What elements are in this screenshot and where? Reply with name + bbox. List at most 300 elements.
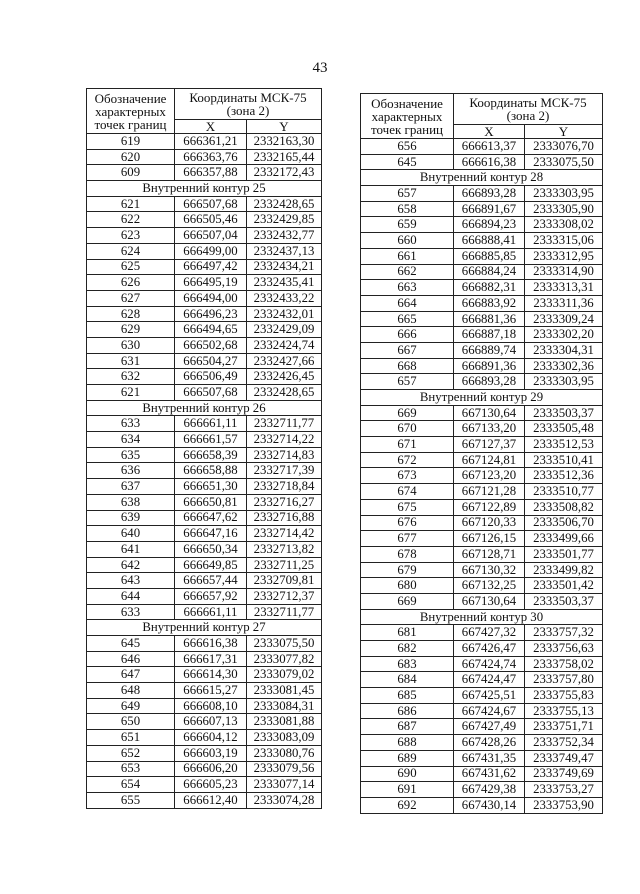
point-cell: 651 [87,730,175,746]
table-row [361,688,603,704]
point-cell: 654 [87,777,175,793]
x-cell: 666893,28 [454,186,525,202]
x-cell: 666649,85 [175,557,247,573]
y-cell: 2332428,65 [247,196,322,212]
y-cell: 2333077,14 [247,777,322,793]
y-cell: 2332714,83 [247,447,322,463]
x-cell: 667430,14 [454,797,525,813]
point-cell: 645 [87,636,175,652]
x-cell: 666608,10 [175,698,247,714]
x-cell: 666891,67 [454,201,525,217]
y-cell: 2333501,42 [525,578,603,594]
table-row [361,484,603,500]
point-cell: 619 [87,134,175,150]
y-cell: 2333749,47 [525,750,603,766]
x-cell: 666504,27 [175,353,247,369]
y-cell: 2333505,48 [525,421,603,437]
point-cell: 643 [87,573,175,589]
y-cell: 2333506,70 [525,515,603,531]
point-cell: 673 [361,468,454,484]
y-cell: 2332713,82 [247,541,322,557]
x-cell: 666613,37 [454,139,525,155]
y-cell: 2333757,80 [525,672,603,688]
x-cell: 666657,44 [175,573,247,589]
y-cell: 2332711,77 [247,604,322,620]
y-cell: 2332172,43 [247,165,322,181]
table-row [361,625,603,641]
table-row [361,531,603,547]
point-cell: 682 [361,641,454,657]
point-cell: 665 [361,311,454,327]
x-cell: 666496,23 [175,306,247,322]
table-row [87,479,322,495]
point-cell: 680 [361,578,454,594]
y-cell: 2332714,42 [247,526,322,542]
point-cell: 666 [361,327,454,343]
table-row [87,447,322,463]
table-row [87,510,322,526]
y-cell: 2333309,24 [525,311,603,327]
point-cell: 625 [87,259,175,275]
y-cell: 2332424,74 [247,337,322,353]
point-cell: 634 [87,432,175,448]
point-cell: 648 [87,683,175,699]
y-cell: 2333512,53 [525,437,603,453]
point-cell: 621 [87,385,175,401]
y-cell: 2333755,13 [525,703,603,719]
table-row [361,703,603,719]
table-row [87,698,322,714]
y-cell: 2333510,41 [525,452,603,468]
x-cell: 666499,00 [175,243,247,259]
point-cell: 622 [87,212,175,228]
point-cell: 637 [87,479,175,495]
x-cell: 666502,68 [175,337,247,353]
table-row [87,792,322,808]
y-cell: 2332428,65 [247,385,322,401]
y-cell: 2333499,66 [525,531,603,547]
x-cell: 666507,68 [175,196,247,212]
y-cell: 2333308,02 [525,217,603,233]
table-row [361,421,603,437]
point-cell: 669 [361,405,454,421]
x-column-header: X [454,125,525,139]
x-cell: 666657,92 [175,588,247,604]
x-cell: 667130,64 [454,405,525,421]
table-row [361,766,603,782]
table-row [361,656,603,672]
y-cell: 2333503,37 [525,405,603,421]
x-cell: 666887,18 [454,327,525,343]
table-row [87,761,322,777]
table-row [87,353,322,369]
table-row [361,327,603,343]
section-row [361,390,603,406]
point-cell: 675 [361,499,454,515]
table-row [361,311,603,327]
y-cell: 2333508,82 [525,499,603,515]
x-cell: 666363,76 [175,149,247,165]
page-number: 43 [312,60,328,76]
table-row [87,306,322,322]
point-cell: 671 [361,437,454,453]
x-cell: 666882,31 [454,280,525,296]
section-title: Внутренний контур 30 [361,609,603,625]
y-cell: 2332427,66 [247,353,322,369]
point-cell: 657 [361,186,454,202]
table-row [87,636,322,652]
y-cell: 2333084,31 [247,698,322,714]
section-row [361,609,603,625]
section-title: Внутренний контур 27 [87,620,322,636]
x-cell: 666883,92 [454,295,525,311]
table-row [361,374,603,390]
y-cell: 2333756,63 [525,641,603,657]
point-cell: 635 [87,447,175,463]
y-cell: 2333311,36 [525,295,603,311]
x-cell: 667425,51 [454,688,525,704]
point-cell: 626 [87,275,175,291]
point-cell: 630 [87,337,175,353]
table-row [361,735,603,751]
section-row [87,181,322,197]
table-row [361,797,603,813]
coordinates-header: Координаты МСК-75 (зона 2) [175,89,322,120]
x-cell: 667122,89 [454,499,525,515]
x-cell: 667427,49 [454,719,525,735]
table-row [87,432,322,448]
x-cell: 666614,30 [175,667,247,683]
point-cell: 652 [87,745,175,761]
y-cell: 2333302,36 [525,358,603,374]
point-cell: 647 [87,667,175,683]
y-cell: 2332426,45 [247,369,322,385]
point-cell: 640 [87,526,175,542]
section-row [87,400,322,416]
y-cell: 2333080,76 [247,745,322,761]
table-row [361,672,603,688]
table-row [361,358,603,374]
x-cell: 666888,41 [454,233,525,249]
x-cell: 667128,71 [454,546,525,562]
y-cell: 2333758,02 [525,656,603,672]
point-cell: 609 [87,165,175,181]
table-body-left [87,134,322,809]
y-cell: 2332716,88 [247,510,322,526]
x-cell: 667130,32 [454,562,525,578]
y-cell: 2332717,39 [247,463,322,479]
section-title: Внутренний контур 25 [87,181,322,197]
point-cell: 644 [87,588,175,604]
point-cell: 636 [87,463,175,479]
table-row [361,201,603,217]
point-cell: 663 [361,280,454,296]
point-cell: 690 [361,766,454,782]
x-cell: 667127,37 [454,437,525,453]
y-cell: 2332437,13 [247,243,322,259]
x-cell: 667121,28 [454,484,525,500]
point-cell: 658 [361,201,454,217]
x-cell: 667431,62 [454,766,525,782]
coordinates-header: Координаты МСК-75 (зона 2) [454,94,603,125]
point-cell: 684 [361,672,454,688]
table-body-right [361,139,603,814]
x-cell: 666661,57 [175,432,247,448]
x-cell: 667133,20 [454,421,525,437]
point-cell: 645 [361,154,454,170]
table-row [87,259,322,275]
y-cell: 2333079,56 [247,761,322,777]
x-cell: 666661,11 [175,416,247,432]
y-cell: 2332165,44 [247,149,322,165]
y-cell: 2332716,27 [247,494,322,510]
point-cell: 685 [361,688,454,704]
table-row [87,196,322,212]
table-row [87,134,322,150]
x-cell: 666884,24 [454,264,525,280]
point-cell: 631 [87,353,175,369]
x-cell: 667427,32 [454,625,525,641]
point-cell: 660 [361,233,454,249]
table-row [361,437,603,453]
y-cell: 2332711,77 [247,416,322,432]
y-cell: 2332429,85 [247,212,322,228]
point-cell: 624 [87,243,175,259]
y-cell: 2333503,37 [525,593,603,609]
y-cell: 2332432,01 [247,306,322,322]
x-cell: 666647,62 [175,510,247,526]
table-row [361,186,603,202]
table-row [87,541,322,557]
table-row [87,275,322,291]
table-row [87,494,322,510]
x-cell: 667431,35 [454,750,525,766]
y-cell: 2332718,84 [247,479,322,495]
point-cell: 656 [361,139,454,155]
x-cell: 667428,26 [454,735,525,751]
x-cell: 667424,67 [454,703,525,719]
table-row [87,651,322,667]
point-cell: 669 [361,593,454,609]
table-row [361,217,603,233]
point-cell: 638 [87,494,175,510]
y-cell: 2333755,83 [525,688,603,704]
y-cell: 2333499,82 [525,562,603,578]
x-cell: 666507,04 [175,228,247,244]
table-row [87,714,322,730]
point-cell: 667 [361,342,454,358]
x-cell: 666650,81 [175,494,247,510]
y-cell: 2333303,95 [525,186,603,202]
point-cell: 688 [361,735,454,751]
point-cell: 639 [87,510,175,526]
point-cell: 620 [87,149,175,165]
table-row [361,562,603,578]
point-cell: 664 [361,295,454,311]
x-cell: 666603,19 [175,745,247,761]
point-cell: 627 [87,290,175,306]
point-cell: 677 [361,531,454,547]
x-cell: 666494,00 [175,290,247,306]
x-cell: 666612,40 [175,792,247,808]
coordinates-table-right [360,93,603,814]
y-column-header: Y [525,125,603,139]
x-cell: 666605,23 [175,777,247,793]
section-row [361,170,603,186]
table-row [87,730,322,746]
x-cell: 666494,65 [175,322,247,338]
section-title: Внутренний контур 29 [361,390,603,406]
point-cell: 681 [361,625,454,641]
x-cell: 667132,25 [454,578,525,594]
x-cell: 666658,88 [175,463,247,479]
table-row [87,149,322,165]
y-cell: 2333081,45 [247,683,322,699]
table-row [361,280,603,296]
table-row [361,405,603,421]
table-row [361,154,603,170]
section-row [87,620,322,636]
point-cell: 623 [87,228,175,244]
point-cell: 642 [87,557,175,573]
y-cell: 2333512,36 [525,468,603,484]
point-cell: 633 [87,416,175,432]
point-cell: 646 [87,651,175,667]
y-cell: 2332714,22 [247,432,322,448]
y-cell: 2332429,09 [247,322,322,338]
x-cell: 666615,27 [175,683,247,699]
table-row [87,228,322,244]
table-row [87,212,322,228]
table-row [87,385,322,401]
point-cell: 649 [87,698,175,714]
x-cell: 666894,23 [454,217,525,233]
y-cell: 2333312,95 [525,248,603,264]
designation-header: Обозначение характерных точек границ [87,89,175,134]
table-row [87,777,322,793]
y-cell: 2332163,30 [247,134,322,150]
point-cell: 674 [361,484,454,500]
y-cell: 2333079,02 [247,667,322,683]
table-row [361,452,603,468]
table-row [361,499,603,515]
table-row [87,463,322,479]
x-cell: 666604,12 [175,730,247,746]
point-cell: 650 [87,714,175,730]
x-cell: 666497,42 [175,259,247,275]
point-cell: 628 [87,306,175,322]
table-row [87,526,322,542]
table-row [87,573,322,589]
table-row [361,139,603,155]
table-row [87,337,322,353]
point-cell: 692 [361,797,454,813]
table-row [361,295,603,311]
x-cell: 666661,11 [175,604,247,620]
x-cell: 666885,85 [454,248,525,264]
y-cell: 2333075,50 [247,636,322,652]
x-cell: 666647,16 [175,526,247,542]
y-cell: 2333302,20 [525,327,603,343]
table-row [361,750,603,766]
table-row [361,578,603,594]
y-cell: 2333303,95 [525,374,603,390]
table-row [87,604,322,620]
y-cell: 2333314,90 [525,264,603,280]
table-row [361,468,603,484]
point-cell: 670 [361,421,454,437]
table-row [87,369,322,385]
point-cell: 679 [361,562,454,578]
table-row [361,342,603,358]
y-column-header: Y [247,120,322,134]
section-title: Внутренний контур 26 [87,400,322,416]
x-cell: 666607,13 [175,714,247,730]
x-cell: 666889,74 [454,342,525,358]
y-cell: 2333083,09 [247,730,322,746]
table-row [361,233,603,249]
point-cell: 689 [361,750,454,766]
table-row [361,641,603,657]
point-cell: 641 [87,541,175,557]
point-cell: 686 [361,703,454,719]
y-cell: 2333751,71 [525,719,603,735]
y-cell: 2332711,25 [247,557,322,573]
y-cell: 2333753,90 [525,797,603,813]
x-cell: 667126,15 [454,531,525,547]
y-cell: 2333075,50 [525,154,603,170]
table-row [361,782,603,798]
y-cell: 2333749,69 [525,766,603,782]
table-row [361,719,603,735]
point-cell: 661 [361,248,454,264]
x-cell: 666651,30 [175,479,247,495]
table-row [361,248,603,264]
y-cell: 2333076,70 [525,139,603,155]
x-cell: 666658,39 [175,447,247,463]
x-cell: 666495,19 [175,275,247,291]
point-cell: 659 [361,217,454,233]
y-cell: 2333074,28 [247,792,322,808]
table-row [87,290,322,306]
table-row [87,683,322,699]
x-cell: 666606,20 [175,761,247,777]
table-row [361,546,603,562]
y-cell: 2332433,22 [247,290,322,306]
x-column-header: X [175,120,247,134]
point-cell: 676 [361,515,454,531]
x-cell: 667123,20 [454,468,525,484]
point-cell: 691 [361,782,454,798]
y-cell: 2333315,06 [525,233,603,249]
y-cell: 2332712,37 [247,588,322,604]
x-cell: 667120,33 [454,515,525,531]
y-cell: 2333313,31 [525,280,603,296]
table-row [361,264,603,280]
x-cell: 667424,47 [454,672,525,688]
coordinates-table-left [86,88,322,809]
y-cell: 2333305,90 [525,201,603,217]
point-cell: 621 [87,196,175,212]
x-cell: 667426,47 [454,641,525,657]
x-cell: 667124,81 [454,452,525,468]
x-cell: 666507,68 [175,385,247,401]
table-row [87,243,322,259]
section-title: Внутренний контур 28 [361,170,603,186]
x-cell: 666361,21 [175,134,247,150]
point-cell: 662 [361,264,454,280]
x-cell: 666650,34 [175,541,247,557]
